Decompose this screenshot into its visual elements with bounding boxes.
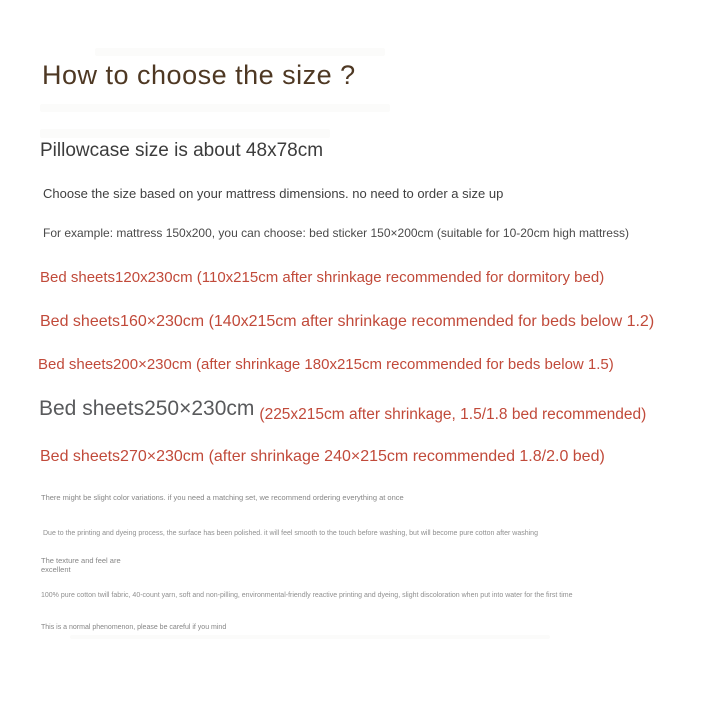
- size-detail: (after shrinkage 180x215cm recommended for beds below 1.5): [191, 356, 614, 373]
- size-option-200x230: [38, 356, 614, 373]
- size-detail: (225x215cm after shrinkage, 1.5/1.8 bed recommended): [259, 406, 647, 423]
- size-option-120x230: [40, 269, 604, 286]
- note-color-variation: There might be slight color variations. if you need a matching set, we recommend ordering everything at once: [41, 493, 404, 502]
- size-name: Bed sheets120x230cm: [40, 269, 193, 286]
- ghost-artifact: [40, 129, 330, 138]
- note-texture: The texture and feel are excellent: [41, 556, 121, 575]
- ghost-artifact: [95, 48, 385, 56]
- size-example-text: For example: mattress 150x200, you can choose: bed sticker 150×200cm (suitable for 10-20cm high mattress): [43, 226, 629, 240]
- size-name: Bed sheets250×230cm: [39, 397, 255, 420]
- size-detail: (after shrinkage 240×215cm recommended 1.8/2.0 bed): [204, 448, 605, 465]
- size-guide-instruction: Choose the size based on your mattress dimensions. no need to order a size up: [43, 186, 504, 201]
- size-name: Bed sheets160×230cm: [40, 313, 205, 330]
- size-option-160x230: [40, 313, 654, 331]
- size-detail: (110x215cm after shrinkage recommended for dormitory bed): [192, 269, 605, 286]
- size-name: Bed sheets200×230cm: [38, 356, 192, 373]
- note-fabric: 100% pure cotton twill fabric, 40-count yarn, soft and non-pilling, environmental-friendly reactive printing and dyeing, slight discoloration when put into water for the first time: [41, 592, 573, 599]
- size-option-270x230: [40, 448, 605, 466]
- ghost-artifact: [70, 635, 550, 639]
- pillowcase-size-heading: Pillowcase size is about 48x78cm: [40, 140, 324, 161]
- size-name: Bed sheets270×230cm: [40, 448, 205, 465]
- size-option-250x230: [39, 397, 646, 421]
- page-title: How to choose the size ?: [42, 60, 356, 90]
- ghost-artifact: [40, 104, 390, 112]
- note-disclaimer: This is a normal phenomenon, please be careful if you mind: [41, 624, 227, 631]
- size-detail: (140x215cm after shrinkage recommended for beds below 1.2): [204, 313, 655, 330]
- note-printing-process: Due to the printing and dyeing process, the surface has been polished. it will feel smooth to the touch before washing, but will become pure cotton after washing: [43, 530, 538, 537]
